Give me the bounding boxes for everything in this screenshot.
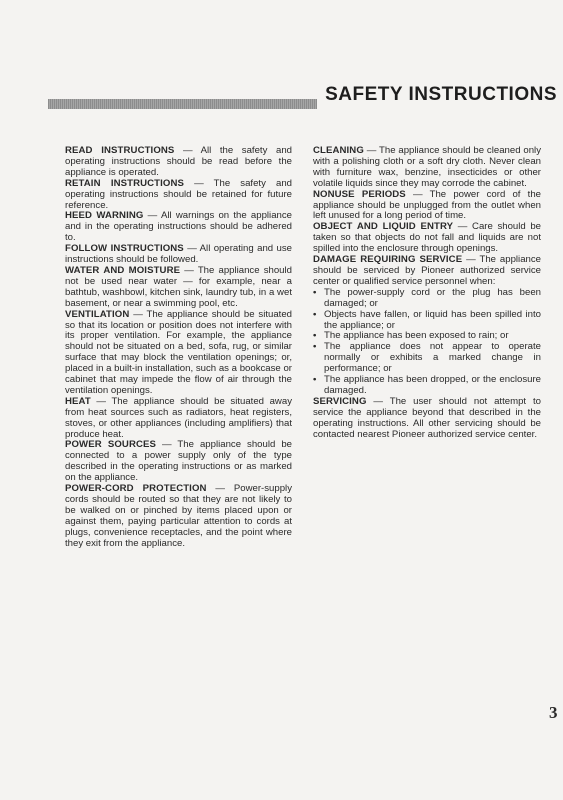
left-column <box>65 146 292 550</box>
instruction-body: — The power cord of the appliance should be unplugged from the outlet when left unused for a long period of time. <box>313 188 541 222</box>
list-item: • Objects have fallen, or liquid has been spilled into the appliance; or <box>313 310 541 332</box>
instruction-body: — The appliance should be cleaned only with a polishing cloth or a soft dry cloth. Never clean with furniture wax, benzine, insecticides or other volatile liquids since they may corrode the cabinet. <box>313 145 541 189</box>
instruction-body: — All operating and use instructions should be followed. <box>65 243 292 266</box>
instruction-body: — The appliance should not be used near water — for example, near a bathtub, washbowl, kitchen sink, laundry tub, in a wet basement, or near a swimming pool, etc. <box>65 264 292 309</box>
instruction-body: — Care should be taken so that objects do not fall and liquids are not spilled into the enclosure through openings. <box>313 221 542 255</box>
instruction-retain <box>65 179 292 212</box>
instruction-ventilation <box>65 310 292 397</box>
instruction-servicing <box>313 397 541 441</box>
instruction-follow <box>65 244 292 266</box>
instruction-heading: NONUSE PERIODS <box>313 188 406 200</box>
instruction-heed-warning <box>65 211 292 244</box>
instruction-body: — The appliance should be serviced by Pioneer authorized service center or qualified service personnel when: <box>313 254 541 287</box>
instruction-heading: HEED WARNING <box>65 210 144 222</box>
instruction-heading: SERVICING <box>313 395 367 407</box>
instruction-heading: OBJECT AND LIQUID ENTRY <box>313 221 454 233</box>
instruction-heading: READ INSTRUCTIONS <box>65 145 175 156</box>
instruction-power-sources <box>65 440 292 484</box>
instruction-heading: HEAT <box>65 395 91 407</box>
instruction-heading: DAMAGE REQUIRING SERVICE <box>313 254 463 266</box>
instruction-body: — All the safety and operating instructions should be read before the appliance is operated. <box>65 145 292 178</box>
list-item: • The appliance has been exposed to rain; or <box>313 331 541 342</box>
instruction-heading: FOLLOW INSTRUCTIONS <box>65 243 184 255</box>
instruction-heading: VENTILATION <box>65 308 130 320</box>
list-item: • The appliance does not appear to operate normally or exhibits a marked change in performance; or <box>313 342 541 375</box>
instruction-body: — The user should not attempt to service the appliance beyond that described in the operating instructions. All other servicing should be contacted nearest Pioneer authorized service center. <box>313 395 541 440</box>
right-column <box>313 146 541 440</box>
page-number: 3 <box>549 703 558 722</box>
instruction-heading: POWER-CORD PROTECTION <box>65 483 207 495</box>
instruction-heading: RETAIN INSTRUCTIONS <box>65 177 184 189</box>
instruction-water <box>65 266 292 310</box>
instruction-object-entry <box>313 222 541 255</box>
damage-list <box>313 288 541 397</box>
instruction-body: — The appliance should be situated so that its location or position does not interfere with its proper ventilation. For example, the appliance should not be situated on a bed, sofa, rug, or similar surface that may block the ventilation openings; or, placed in a built-in installation, such as a bookcase or cabinet that may impede the flow of air through the ventilation openings. <box>65 308 292 396</box>
instruction-body: — All warnings on the appliance and in the operating instructions should be adhered to. <box>65 210 292 244</box>
instruction-power-cord <box>65 484 292 549</box>
instruction-cleaning <box>313 146 541 190</box>
instruction-heading: CLEANING <box>313 145 364 156</box>
instruction-body: — The safety and operating instructions should be retained for future reference. <box>65 177 292 211</box>
instruction-nonuse <box>313 190 541 223</box>
instruction-body: — Power-supply cords should be routed so that they are not likely to be walked on or pinched by items placed upon or against them, paying particular attention to cords at plugs, convenience receptacles, and the point where they exit from the appliance. <box>65 483 292 549</box>
instruction-heading: POWER SOURCES <box>65 439 156 451</box>
instruction-heading: WATER AND MOISTURE <box>65 264 181 276</box>
instruction-body: — The appliance should be connected to a power supply only of the type described in the operating instructions or as marked on the appliance. <box>65 439 292 484</box>
list-item: • The power-supply cord or the plug has been damaged; or <box>313 288 541 310</box>
instruction-heat <box>65 397 292 441</box>
list-item: • The appliance has been dropped, or the enclosure damaged. <box>313 375 541 397</box>
instruction-damage <box>313 255 541 288</box>
instruction-read <box>65 146 292 179</box>
instruction-body: — The appliance should be situated away from heat sources such as radiators, heat registers, stoves, or other appliances (including amplifiers) that produce heat. <box>65 395 292 440</box>
page-title: SAFETY INSTRUCTIONS <box>317 80 563 110</box>
